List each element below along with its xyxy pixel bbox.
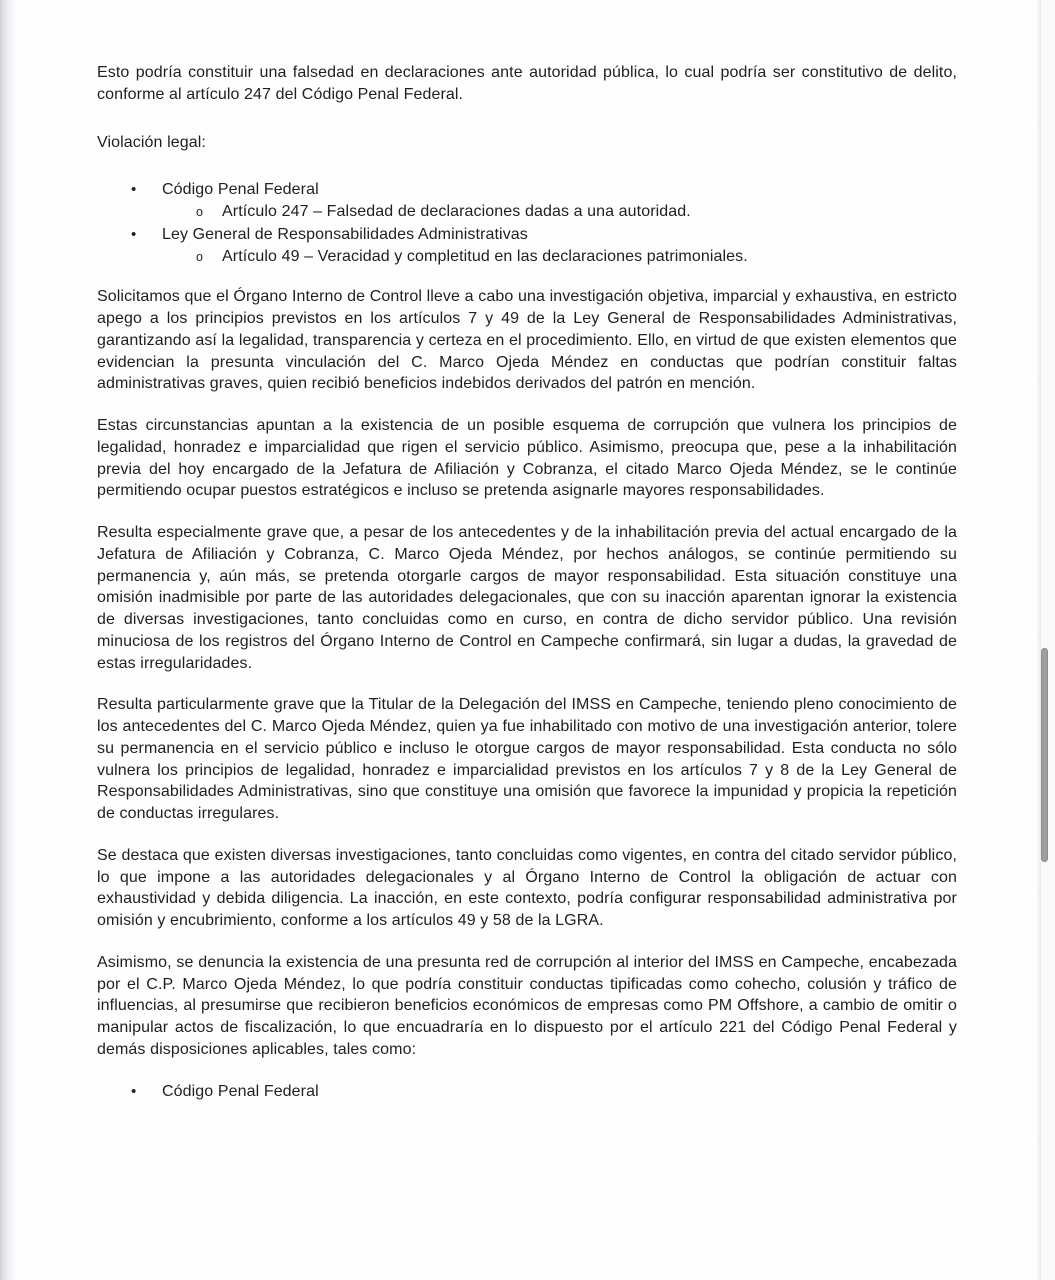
- list-item-article: [97, 246, 957, 269]
- list-item-law: [97, 179, 957, 201]
- bullet-icon: •: [131, 225, 137, 243]
- paragraph-particularmente-grave: Resulta particularmente grave que la Titular de la Delegación del IMSS en Campeche, teniendo pleno conocimiento de los antecedentes del C. Marco Ojeda Méndez, quien ya fue inhabilitado con motivo de una investigación anterior, tolere su permanencia en el servicio público e incluso le otorgue cargos de mayor responsabilidad. Esta conducta no sólo vulnera los principios de legalidad, honradez e imparcialidad previstos en los artículos 7 y 8 de la Ley General de Responsabilidades Administrativas, sino que constituye una omisión que favorece la impunidad y propicia la repetición de conductas irregulares.: [97, 696, 957, 822]
- bullet-icon: •: [131, 1082, 137, 1100]
- final-list: [97, 1081, 957, 1103]
- section-heading-violacion-legal: Violación legal:: [97, 133, 206, 151]
- article-text: Artículo 49 – Veracidad y completitud en las declaraciones patrimoniales.: [222, 247, 748, 265]
- scrollbar-thumb[interactable]: [1041, 648, 1048, 862]
- bullet-icon: •: [131, 181, 137, 199]
- article-text: Artículo 247 – Falsedad de declaraciones dadas a una autoridad.: [222, 203, 691, 220]
- law-name: Código Penal Federal: [162, 1082, 319, 1100]
- page-edge-shadow: [0, 0, 16, 1280]
- violations-list: [97, 179, 957, 268]
- circle-bullet-icon: o: [196, 249, 204, 264]
- paragraph-se-destaca: Se destaca que existen diversas investigaciones, tanto concluidas como vigentes, en contra del citado servidor público, lo que impone a las autoridades delegacionales y al Órgano Interno de Control la obligación de actuar con exhaustividad y debida diligencia. La inacción, en este contexto, podría configurar responsabilidad administrativa por omisión y encubrimiento, conforme a los artículos 49 y 58 de la LGRA.: [97, 846, 957, 929]
- law-name: Ley General de Responsabilidades Administrativas: [162, 225, 528, 243]
- circle-bullet-icon: o: [196, 205, 204, 219]
- scrollbar-track[interactable]: [1040, 0, 1055, 1280]
- list-item-law: [97, 224, 957, 246]
- list-item-law: [97, 1081, 957, 1103]
- paragraph-especialmente-grave: Resulta especialmente grave que, a pesar de los antecedentes y de la inhabilitación previa del actual encargado de la Jefatura de Afiliación y Cobranza, C. Marco Ojeda Méndez, por hechos análogos, se continúe permitiendo su permanencia y, aún más, se pretenda otorgarle cargos de mayor responsabilidad. Esta situación constituye una omisión inadmisible por parte de las autoridades delegacionales, que con su inacción aparentan ignorar la existencia de diversas investigaciones, tanto concluidas como en curso, en contra de dicho servidor público. Una revisión minuciosa de los registros del Órgano Interno de Control en Campeche confirmará, sin lugar a dudas, la gravedad de estas irregularidades.: [97, 524, 957, 672]
- list-item-article: [97, 201, 957, 224]
- paragraph-intro: Esto podría constituir una falsedad en declaraciones ante autoridad pública, lo cual podría ser constitutivo de delito, conforme al artículo 247 del Código Penal Federal.: [97, 64, 957, 103]
- paragraph-circunstancias: Estas circunstancias apuntan a la existencia de un posible esquema de corrupción que vulnera los principios de legalidad, honradez e imparcialidad que rigen el servicio público. Asimismo, preocupa que, pese a la inhabilitación previa del hoy encargado de la Jefatura de Afiliación y Cobranza, el citado Marco Ojeda Méndez, se le continúe permitiendo ocupar puestos estratégicos e incluso se pretenda asignarle mayores responsabilidades.: [97, 417, 957, 500]
- paragraph-asimismo: Asimismo, se denuncia la existencia de una presunta red de corrupción al interior del IMSS en Campeche, encabezada por el C.P. Marco Ojeda Méndez, lo que podría constituir conductas tipificadas como cohecho, colusión y tráfico de influencias, al presumirse que recibieron beneficios económicos de empresas como PM Offshore, a cambio de omitir o manipular actos de fiscalización, lo que encuadraría en lo dispuesto por el artículo 221 del Código Penal Federal y demás disposiciones aplicables, tales como:: [97, 953, 957, 1058]
- paragraph-solicitud: Solicitamos que el Órgano Interno de Control lleve a cabo una investigación objetiva, imparcial y exhaustiva, en estricto apego a los principios previstos en los artículos 7 y 49 de la Ley General de Responsabilidades Administrativas, garantizando así la legalidad, transparencia y certeza en el procedimiento. Ello, en virtud de que existen elementos que evidencian la presunta vinculación del C. Marco Ojeda Méndez en conductas que podrían constituir faltas administrativas graves, quien recibió beneficios indebidos derivados del patrón en mención.: [97, 288, 957, 393]
- document-content: [97, 62, 957, 1102]
- law-name: Código Penal Federal: [162, 181, 319, 199]
